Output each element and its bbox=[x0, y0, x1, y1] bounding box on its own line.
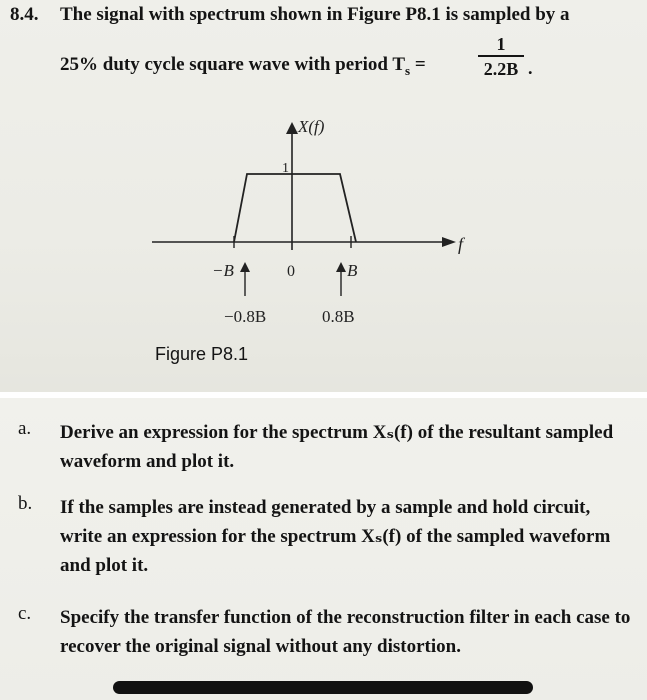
y-axis-label: X(f) bbox=[298, 117, 325, 136]
equals-sign: = bbox=[410, 54, 426, 75]
home-indicator-bar[interactable] bbox=[113, 681, 533, 694]
fraction-denominator: 2.2B bbox=[483, 59, 519, 79]
fraction-numerator: 1 bbox=[496, 34, 506, 54]
period-text: 25% duty cycle square wave with period T bbox=[60, 54, 405, 75]
spectrum-trapezoid bbox=[234, 174, 356, 242]
problem-statement-line1: The signal with spectrum shown in Figure P8.1 is sampled by a bbox=[60, 4, 570, 25]
fraction-period: . bbox=[528, 58, 533, 78]
period-subscript: s bbox=[405, 62, 411, 78]
problem-number: 8.4. bbox=[10, 4, 39, 25]
y-axis-arrow bbox=[286, 122, 298, 134]
height-label: 1 bbox=[282, 161, 289, 176]
figure-caption: Figure P8.1 bbox=[155, 344, 249, 364]
pointer-neg-08b-head bbox=[240, 262, 250, 272]
label-neg-08b: −0.8B bbox=[224, 307, 267, 326]
label-pos-08b: 0.8B bbox=[322, 307, 355, 326]
tick-label-pos-b: B bbox=[347, 261, 358, 280]
tick-label-neg-b: −B bbox=[212, 261, 234, 280]
subquestion-a-text: Derive an expression for the spectrum Xₛ(f) of the resultant sampled waveform and plot it. bbox=[60, 422, 614, 472]
tick-label-zero: 0 bbox=[287, 263, 295, 280]
subquestion-b-text: If the samples are instead generated by a sample and hold circuit, write an expression for the spectrum Xₛ(f) of the sampled waveform and plot it. bbox=[60, 497, 611, 576]
subquestion-c-letter: c. bbox=[18, 603, 32, 624]
subquestion-a-letter: a. bbox=[18, 418, 32, 439]
x-axis-label: f bbox=[458, 234, 464, 254]
subquestion-b-letter: b. bbox=[18, 493, 33, 514]
pointer-pos-08b-head bbox=[336, 262, 346, 272]
x-axis-arrow bbox=[442, 237, 456, 247]
subquestion-c-text: Specify the transfer function of the reconstruction filter in each case to recover the original signal without any distortion. bbox=[60, 607, 631, 657]
